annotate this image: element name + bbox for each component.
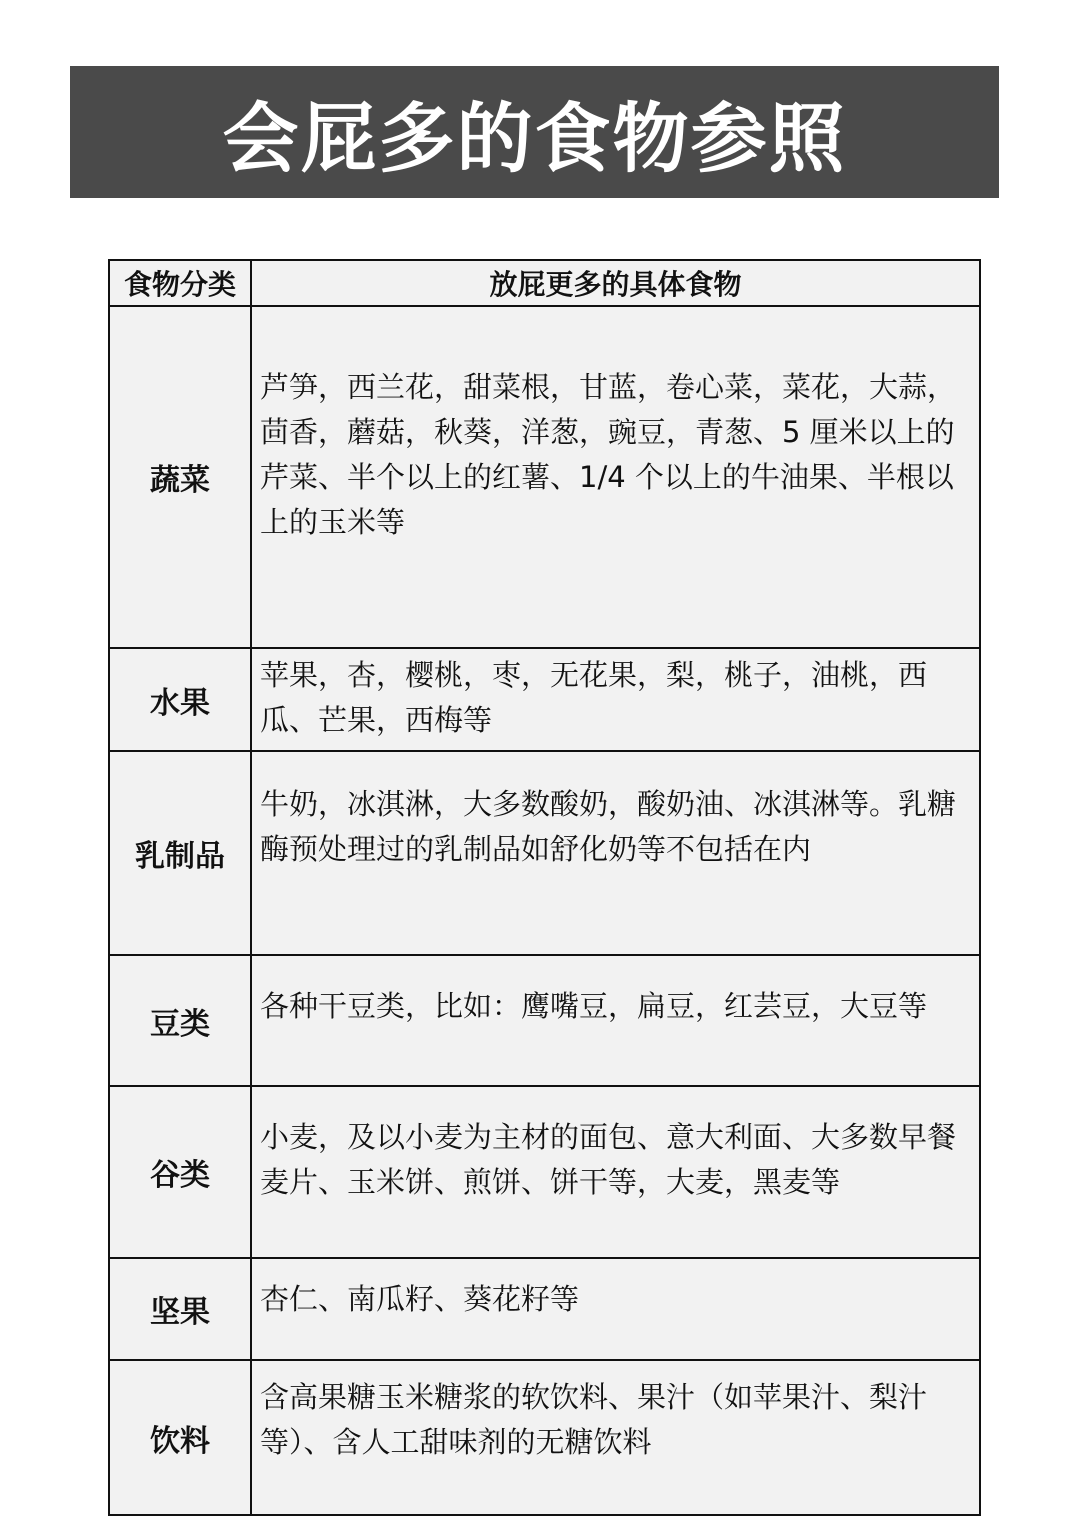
column-header-foods: 放屁更多的具体食物 — [251, 260, 980, 306]
foods-cell: 杏仁、南瓜籽、葵花籽等 — [251, 1258, 980, 1360]
category-cell: 豆类 — [109, 955, 251, 1086]
category-cell: 乳制品 — [109, 751, 251, 955]
foods-cell: 含高果糖玉米糖浆的软饮料、果汁（如苹果汁、梨汁等）、含人工甜味剂的无糖饮料 — [251, 1360, 980, 1515]
food-table — [108, 259, 981, 1516]
page-title: 会屁多的食物参照 — [222, 93, 847, 183]
foods-cell: 各种干豆类，比如：鹰嘴豆，扁豆，红芸豆，大豆等 — [251, 955, 980, 1086]
category-cell: 蔬菜 — [109, 306, 251, 648]
column-header-category: 食物分类 — [109, 260, 251, 306]
category-cell: 饮料 — [109, 1360, 251, 1515]
table-row — [109, 306, 980, 648]
category-cell: 水果 — [109, 648, 251, 751]
table-row — [109, 648, 980, 751]
title-banner — [70, 66, 999, 198]
table-row — [109, 955, 980, 1086]
foods-cell: 牛奶，冰淇淋，大多数酸奶，酸奶油、冰淇淋等。乳糖酶预处理过的乳制品如舒化奶等不包括在内 — [251, 751, 980, 955]
table-row — [109, 1360, 980, 1515]
foods-cell: 苹果，杏，樱桃，枣，无花果，梨，桃子，油桃，西瓜、芒果，西梅等 — [251, 648, 980, 751]
foods-cell: 芦笋，西兰花，甜菜根，甘蓝，卷心菜，菜花，大蒜，茴香，蘑菇，秋葵，洋葱，豌豆，青葱、5 厘米以上的芹菜、半个以上的红薯、1/4 个以上的牛油果、半根以上的玉米等 — [251, 306, 980, 648]
category-cell: 谷类 — [109, 1086, 251, 1258]
table-row — [109, 1258, 980, 1360]
foods-cell: 小麦，及以小麦为主材的面包、意大利面、大多数早餐麦片、玉米饼、煎饼、饼干等，大麦，黑麦等 — [251, 1086, 980, 1258]
table-row — [109, 751, 980, 955]
table-header-row — [109, 260, 980, 306]
table-row — [109, 1086, 980, 1258]
category-cell: 坚果 — [109, 1258, 251, 1360]
